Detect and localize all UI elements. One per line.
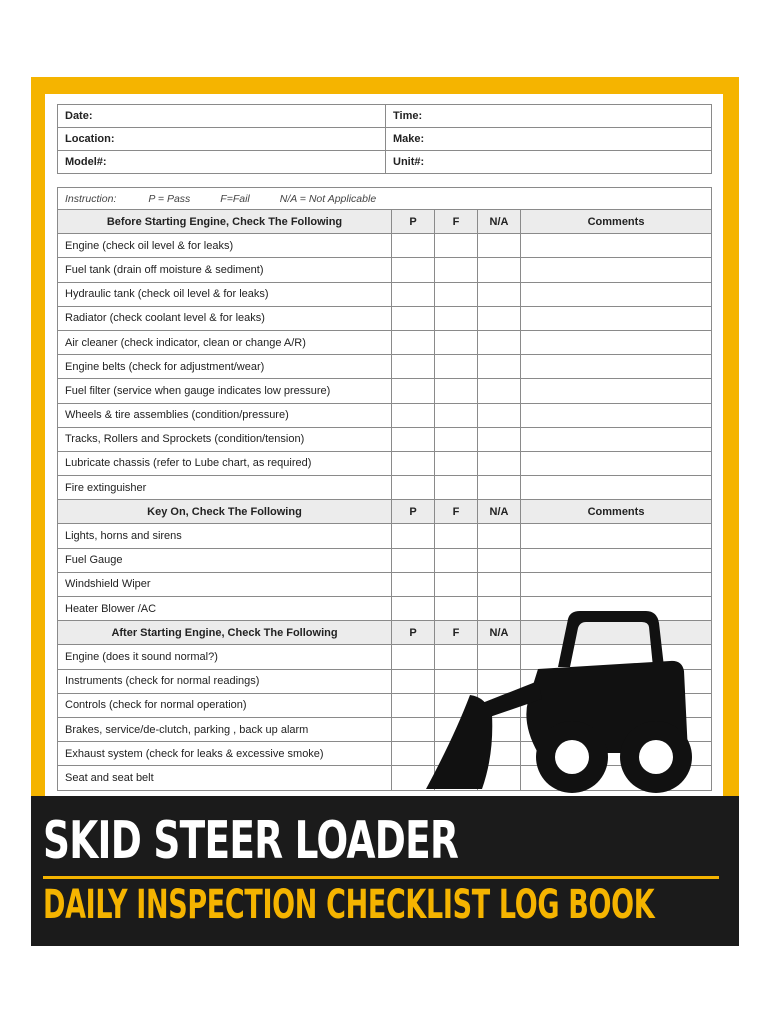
- na-cell: [478, 306, 521, 330]
- checklist-row: [58, 258, 712, 282]
- pass-cell: [392, 258, 435, 282]
- col-header-pass: P: [392, 621, 435, 645]
- checklist-item-label: Wheels & tire assemblies (condition/pressure): [58, 403, 392, 427]
- section-title: Before Starting Engine, Check The Following: [58, 210, 392, 234]
- checklist-row: [58, 355, 712, 379]
- pass-cell: [392, 355, 435, 379]
- book-title: SKID STEER LOADER: [43, 811, 459, 871]
- time-field: Time:: [386, 105, 712, 128]
- pass-cell: [392, 234, 435, 258]
- fail-cell: [435, 306, 478, 330]
- col-header-pass: P: [392, 210, 435, 234]
- na-cell: [478, 427, 521, 451]
- pass-cell: [392, 524, 435, 548]
- pass-cell: [392, 451, 435, 475]
- fail-cell: [435, 524, 478, 548]
- checklist-item-label: Controls (check for normal operation): [58, 693, 392, 717]
- col-header-fail: F: [435, 621, 478, 645]
- book-subtitle: DAILY INSPECTION CHECKLIST LOG BOOK: [43, 882, 655, 928]
- fail-cell: [435, 282, 478, 306]
- checklist-item-label: Brakes, service/de-clutch, parking , back up alarm: [58, 717, 392, 741]
- checklist-item-label: Air cleaner (check indicator, clean or change A/R): [58, 330, 392, 354]
- title-banner: [31, 796, 739, 946]
- na-cell: [478, 330, 521, 354]
- checklist-row: [58, 427, 712, 451]
- checklist-item-label: Engine (does it sound normal?): [58, 645, 392, 669]
- section-header-row: [58, 500, 712, 524]
- instruction-label: Instruction:: [65, 192, 117, 205]
- model-field: Model#:: [58, 151, 386, 174]
- fail-cell: [435, 379, 478, 403]
- checklist-item-label: Fuel Gauge: [58, 548, 392, 572]
- checklist-item-label: Fire extinguisher: [58, 476, 392, 500]
- title-divider: [43, 876, 719, 879]
- col-header-na: N/A: [478, 500, 521, 524]
- pass-cell: [392, 330, 435, 354]
- na-cell: [478, 476, 521, 500]
- na-cell: [478, 572, 521, 596]
- fail-cell: [435, 330, 478, 354]
- unit-field: Unit#:: [386, 151, 712, 174]
- checklist-row: [58, 451, 712, 475]
- pass-cell: [392, 572, 435, 596]
- na-cell: [478, 548, 521, 572]
- checklist-item-label: Windshield Wiper: [58, 572, 392, 596]
- col-header-na: N/A: [478, 621, 521, 645]
- checklist-row: [58, 572, 712, 596]
- checklist-item-label: Hydraulic tank (check oil level & for leaks): [58, 282, 392, 306]
- make-field: Make:: [386, 128, 712, 151]
- fail-cell: [435, 234, 478, 258]
- col-header-comments: Comments: [521, 210, 712, 234]
- checklist-item-label: Tracks, Rollers and Sprockets (condition/tension): [58, 427, 392, 451]
- pass-cell: [392, 282, 435, 306]
- checklist-row: [58, 524, 712, 548]
- comments-cell: [521, 572, 712, 596]
- comments-cell: [521, 403, 712, 427]
- checklist-item-label: Engine belts (check for adjustment/wear): [58, 355, 392, 379]
- checklist-row: [58, 548, 712, 572]
- checklist-row: [58, 282, 712, 306]
- pass-cell: [392, 427, 435, 451]
- fail-cell: [435, 572, 478, 596]
- fail-cell: [435, 451, 478, 475]
- na-cell: [478, 258, 521, 282]
- fail-cell: [435, 548, 478, 572]
- checklist-row: [58, 379, 712, 403]
- checklist-item-label: Radiator (check coolant level & for leaks): [58, 306, 392, 330]
- na-cell: [478, 451, 521, 475]
- comments-cell: [521, 548, 712, 572]
- header-info-table: [57, 104, 712, 174]
- checklist-row: [58, 476, 712, 500]
- na-cell: [478, 355, 521, 379]
- col-header-comments: Comments: [521, 500, 712, 524]
- comments-cell: [521, 524, 712, 548]
- section-title: Key On, Check The Following: [58, 500, 392, 524]
- instruction-fail: F=Fail: [220, 192, 250, 205]
- checklist-row: [58, 330, 712, 354]
- na-cell: [478, 524, 521, 548]
- comments-cell: [521, 476, 712, 500]
- col-header-fail: F: [435, 210, 478, 234]
- checklist-item-label: Fuel filter (service when gauge indicates low pressure): [58, 379, 392, 403]
- date-field: Date:: [58, 105, 386, 128]
- comments-cell: [521, 330, 712, 354]
- checklist-item-label: Lubricate chassis (refer to Lube chart, as required): [58, 451, 392, 475]
- pass-cell: [392, 476, 435, 500]
- col-header-na: N/A: [478, 210, 521, 234]
- fail-cell: [435, 427, 478, 451]
- comments-cell: [521, 282, 712, 306]
- na-cell: [478, 234, 521, 258]
- pass-cell: [392, 306, 435, 330]
- comments-cell: [521, 355, 712, 379]
- na-cell: [478, 403, 521, 427]
- checklist-row: [58, 306, 712, 330]
- col-header-fail: F: [435, 500, 478, 524]
- comments-cell: [521, 306, 712, 330]
- checklist-item-label: Lights, horns and sirens: [58, 524, 392, 548]
- fail-cell: [435, 403, 478, 427]
- fail-cell: [435, 476, 478, 500]
- checklist-item-label: Fuel tank (drain off moisture & sediment): [58, 258, 392, 282]
- checklist-item-label: Engine (check oil level & for leaks): [58, 234, 392, 258]
- instruction-pass: P = Pass: [148, 192, 191, 205]
- comments-cell: [521, 451, 712, 475]
- skid-steer-loader-icon: [420, 605, 716, 797]
- checklist-row: [58, 403, 712, 427]
- na-cell: [478, 282, 521, 306]
- comments-cell: [521, 234, 712, 258]
- comments-cell: [521, 427, 712, 451]
- na-cell: [478, 379, 521, 403]
- instruction-na: N/A = Not Applicable: [279, 192, 377, 205]
- checklist-row: [58, 234, 712, 258]
- fail-cell: [435, 355, 478, 379]
- checklist-item-label: Instruments (check for normal readings): [58, 669, 392, 693]
- section-header-row: [58, 210, 712, 234]
- location-field: Location:: [58, 128, 386, 151]
- pass-cell: [392, 548, 435, 572]
- pass-cell: [392, 379, 435, 403]
- comments-cell: [521, 258, 712, 282]
- instruction-row: [58, 188, 712, 210]
- comments-cell: [521, 379, 712, 403]
- section-title: After Starting Engine, Check The Following: [58, 621, 392, 645]
- col-header-pass: P: [392, 500, 435, 524]
- checklist-item-label: Exhaust system (check for leaks & excessive smoke): [58, 742, 392, 766]
- pass-cell: [392, 403, 435, 427]
- checklist-item-label: Heater Blower /AC: [58, 597, 392, 621]
- checklist-item-label: Seat and seat belt: [58, 766, 392, 790]
- instruction-cell: [58, 188, 712, 210]
- fail-cell: [435, 258, 478, 282]
